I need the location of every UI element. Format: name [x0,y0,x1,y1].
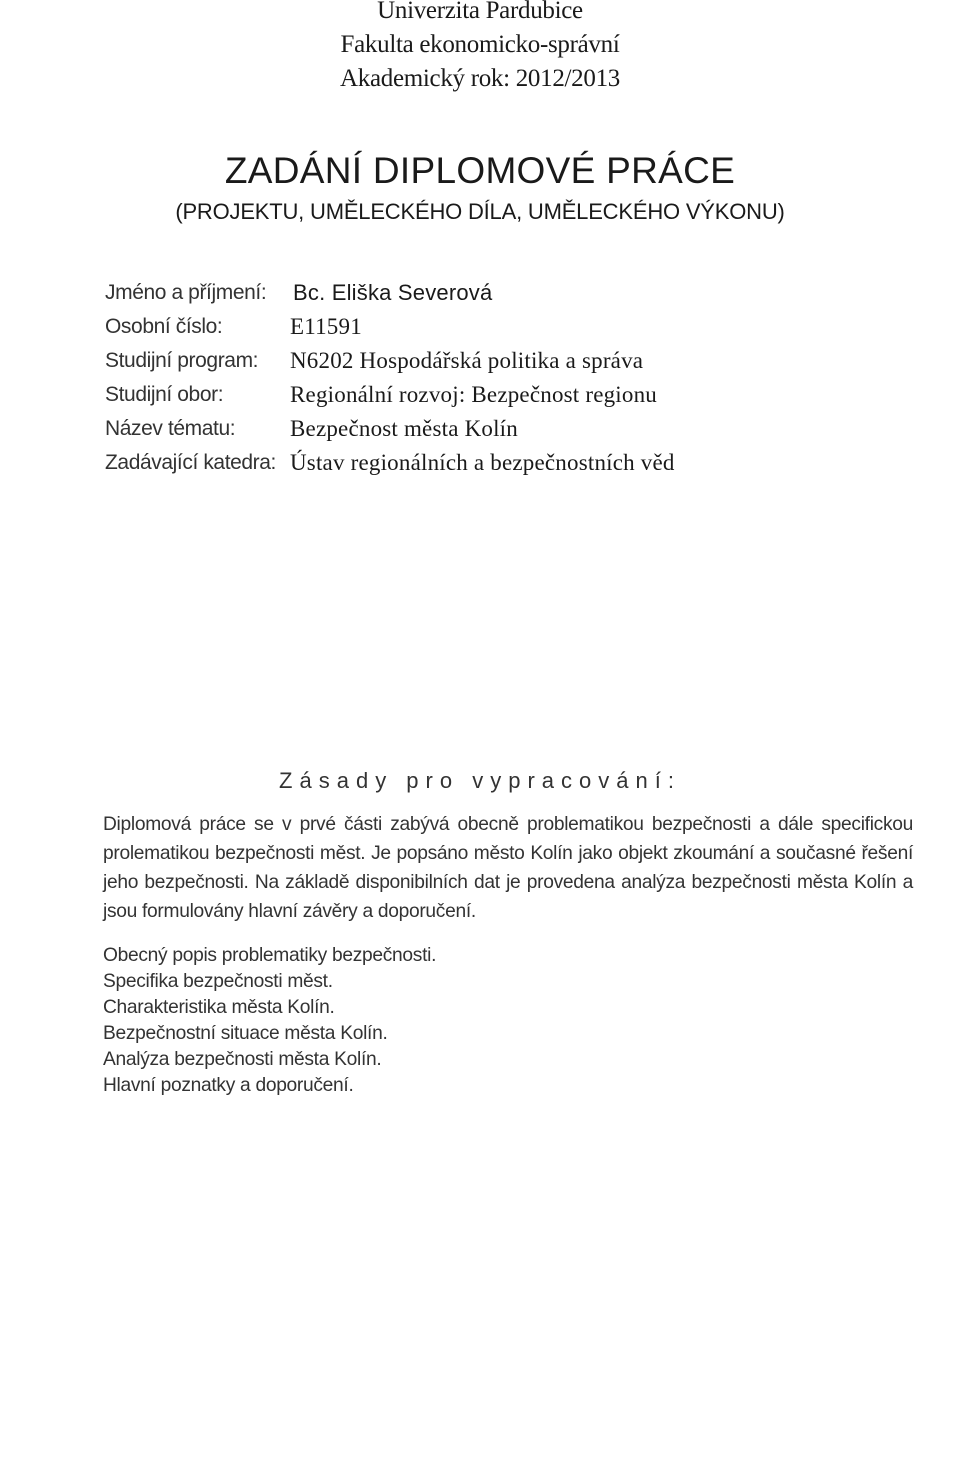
info-value: E11591 [290,314,362,339]
document-subtitle: (PROJEKTU, UMĚLECKÉHO DÍLA, UMĚLECKÉHO VÝKONU) [175,199,785,224]
info-value: Bezpečnost města Kolín [290,416,518,441]
faculty-name: Fakulta ekonomicko-správní [340,31,620,58]
info-value: Regionální rozvoj: Bezpečnost regionu [290,382,657,407]
document-header [0,0,960,96]
info-row-topic [0,412,960,446]
info-value: Bc. Eliška Severová [293,280,493,305]
list-item: Charakteristika města Kolín. [103,997,335,1018]
student-info-table [0,276,960,480]
document-title: ZADÁNÍ DIPLOMOVÉ PRÁCE [224,150,736,191]
info-label: Zadávající katedra: [105,451,276,474]
info-row-study-field [0,378,960,412]
info-row-study-program [0,344,960,378]
list-item: Analýza bezpečnosti města Kolín. [103,1049,382,1070]
list-item: Obecný popis problematiky bezpečnosti. [103,945,437,966]
university-name: Univerzita Pardubice [377,0,583,24]
info-value: N6202 Hospodářská politika a správa [290,348,644,373]
info-label: Studijní obor: [105,383,224,406]
list-item: Hlavní poznatky a doporučení. [103,1075,354,1096]
info-row-department [0,446,960,480]
list-item: Specifika bezpečnosti měst. [103,971,333,992]
info-label: Název tématu: [105,417,236,440]
list-item: Bezpečnostní situace města Kolín. [103,1023,388,1044]
outline-list [103,943,436,1099]
info-value: Ústav regionálních a bezpečnostních věd [290,450,675,475]
section-paragraph: Diplomová práce se v prvé části zabývá obecně problematikou bezpečnosti a dále specifickou prolematikou bezpečnosti měst. Je popsáno město Kolín jako objekt zkoumání a současné řešení jeho bezpečnosti. Na základě disponibilních dat je provedena analýza bezpečnosti města Kolín a jsou formulovány hlavní závěry a doporučení. [103,814,913,922]
title-block [0,146,960,227]
info-label: Osobní číslo: [105,315,223,338]
info-row-name [0,276,960,310]
academic-year: Akademický rok: 2012/2013 [340,65,620,92]
info-label: Jméno a příjmení: [105,281,267,304]
info-row-personal-number [0,310,960,344]
info-label: Studijní program: [105,349,259,372]
section-heading: Zásady pro vypracování: [279,768,681,793]
